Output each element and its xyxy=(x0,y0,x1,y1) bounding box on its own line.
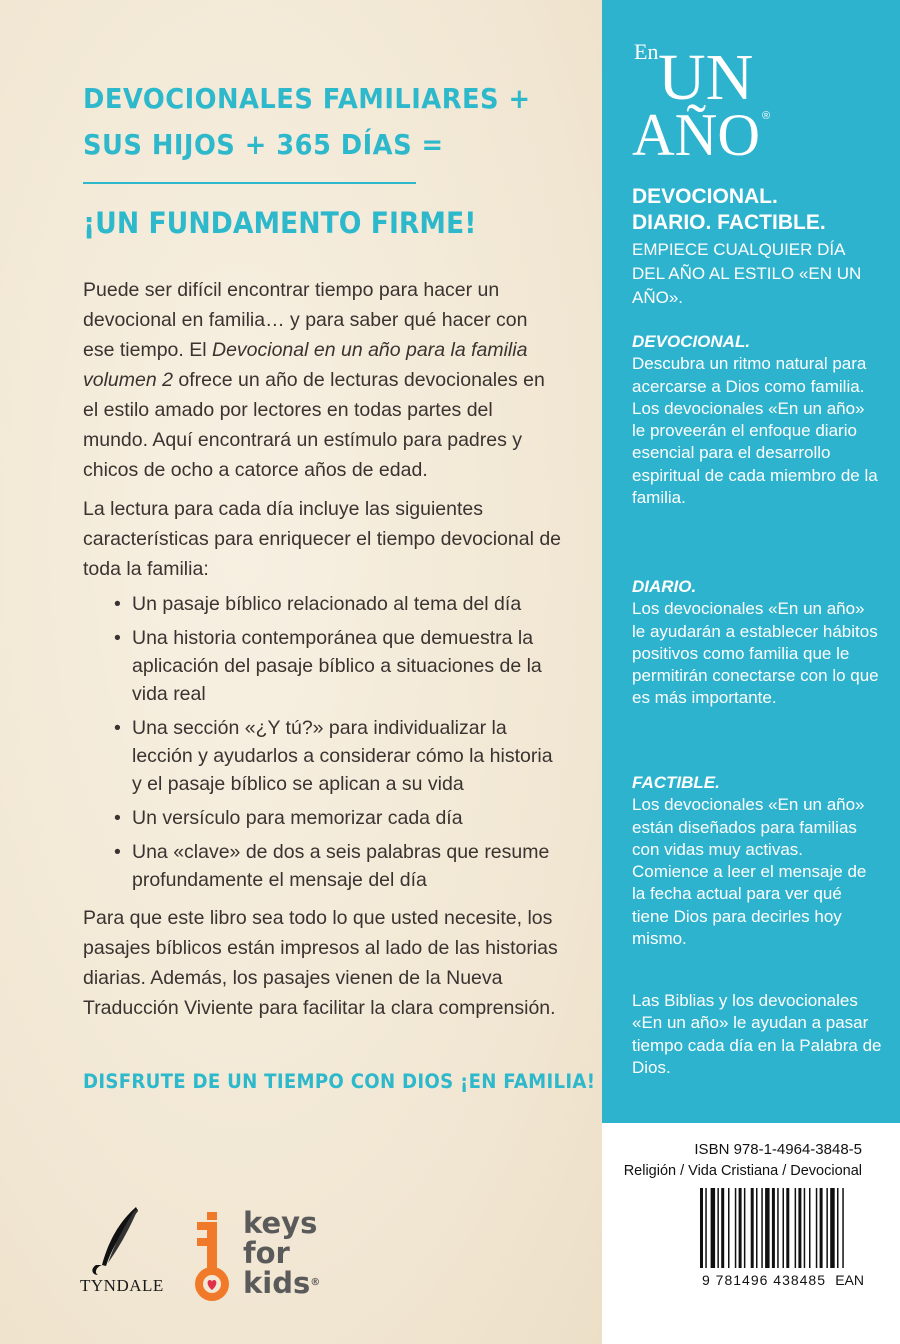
block-text: Los devocionales «En un año» están diseñados para familias con vidas muy activas. Comience a leer el mensaje de la fecha actual para ver qué tiene Dios para decirles hoy mismo. xyxy=(632,795,867,949)
kfk-line-3 xyxy=(243,1268,320,1298)
sidebar-footer-text: Las Biblias y los devocionales «En un año» le ayudan a pasar tiempo cada día en la Palabra de Dios. xyxy=(632,991,882,1077)
barcode-bar xyxy=(700,1188,703,1268)
barcode-bar xyxy=(728,1188,730,1268)
intro-text-after: ofrece un año de lecturas devocionales en el estilo amado por lectores en todas partes del mundo. Aquí encontrará un estímulo para padres y chicos de ocho a catorce años de edad. xyxy=(83,369,545,481)
category-label: Religión / Vida Cristiana / Devocional xyxy=(623,1163,862,1179)
tyndale-label: TYNDALE xyxy=(80,1276,164,1295)
barcode-bar xyxy=(705,1188,707,1268)
barcode-bar xyxy=(842,1188,844,1268)
block-text: Los devocionales «En un año» le ayudarán a establecer hábitos positivos como familia que le permitirán conectarse con lo que es más importante. xyxy=(632,599,879,708)
sidebar-heading-line-2: DIARIO. FACTIBLE. xyxy=(632,211,826,234)
subheading: ¡UN FUNDAMENTO FIRME! xyxy=(83,206,477,240)
barcode-bar xyxy=(826,1188,828,1268)
block-title: FACTIBLE. xyxy=(632,773,720,792)
logo-ano: AÑO xyxy=(632,102,760,162)
divider xyxy=(83,182,416,184)
logo-registered-mark: ® xyxy=(762,110,771,122)
sidebar-block-devocional xyxy=(632,331,882,509)
intro-paragraph xyxy=(83,275,563,485)
feature-item: • Una sección «¿Y tú?» para individualizar la lección y ayudarlos a considerar cómo la historia y el pasaje bíblico se aplican a su vida xyxy=(83,714,563,798)
block-title: DEVOCIONAL. xyxy=(632,332,751,351)
barcode-bar xyxy=(721,1188,724,1268)
key-icon xyxy=(193,1212,237,1304)
isbn-number: ISBN 978-1-4964-3848-5 xyxy=(694,1141,862,1158)
barcode-bar xyxy=(711,1188,716,1268)
closing-tagline: DISFRUTE DE UN TIEMPO CON DIOS ¡EN FAMILIA! xyxy=(83,1070,596,1093)
barcode-bar xyxy=(809,1188,811,1268)
feature-item: • Una historia contemporánea que demuestra la aplicación del pasaje bíblico a situaciones de la vida real xyxy=(83,624,563,708)
kfk-line-3-text: kids xyxy=(243,1266,311,1300)
feature-item: • Una «clave» de dos a seis palabras que resume profundamente el mensaje del día xyxy=(83,838,563,894)
barcode-bar xyxy=(816,1188,818,1268)
kfk-line-1: keys xyxy=(243,1206,318,1240)
barcode-bar xyxy=(820,1188,823,1268)
barcode-bar xyxy=(798,1188,801,1268)
kfk-line-2: for xyxy=(243,1236,290,1270)
barcode-bar xyxy=(756,1188,758,1268)
barcode-bar xyxy=(830,1188,835,1268)
closing-paragraph: Para que este libro sea todo lo que usted necesite, los pasajes bíblicos están impresos al lado de las historias diarias. Además, los pasajes vienen de la Nueva Traducción Viviente para facilitar la clara comprensión. xyxy=(83,907,558,1019)
barcode-bar xyxy=(761,1188,763,1268)
features-intro-paragraph: La lectura para cada día incluye las siguientes características para enriquecer el tiempo devocional de toda la familia: xyxy=(83,498,562,580)
barcode-bar xyxy=(804,1188,806,1268)
barcode-bar xyxy=(795,1188,797,1268)
barcode-bar xyxy=(717,1188,719,1268)
barcode-bar xyxy=(837,1188,839,1268)
sidebar-panel xyxy=(602,0,900,1123)
barcode xyxy=(700,1188,862,1268)
features-list xyxy=(83,590,563,900)
sidebar-subheading: EMPIECE CUALQUIER DÍA DEL AÑO AL ESTILO «EN UN AÑO». xyxy=(632,240,862,307)
feature-item: • Un pasaje bíblico relacionado al tema del día xyxy=(83,590,563,618)
barcode-bar xyxy=(786,1188,789,1268)
barcode-bar xyxy=(783,1188,785,1268)
block-text: Descubra un ritmo natural para acercarse a Dios como familia. Los devocionales «En un año» le proveerán el enfoque diario esencial para el desarrollo espiritual de cada miembro de la familia. xyxy=(632,354,878,508)
feature-item: • Un versículo para memorizar cada día xyxy=(83,804,563,832)
en-un-ano-logo xyxy=(632,37,782,162)
barcode-bar xyxy=(751,1188,754,1268)
logo-un: UN xyxy=(658,41,754,114)
ean-label: EAN xyxy=(835,1272,864,1288)
headline-line-1: DEVOCIONALES FAMILIARES + xyxy=(83,82,531,115)
barcode-bar xyxy=(735,1188,737,1268)
headline-line-2: SUS HIJOS + 365 DÍAS = xyxy=(83,128,444,161)
barcode-digits: 9 781496 438485 xyxy=(702,1272,826,1288)
barcode-bar xyxy=(777,1188,779,1268)
barcode-bar xyxy=(765,1188,770,1268)
block-title: DIARIO. xyxy=(632,577,697,596)
sidebar-block-diario xyxy=(632,576,882,710)
sidebar-heading-line-1: DEVOCIONAL. xyxy=(632,185,778,208)
barcode-bar xyxy=(744,1188,746,1268)
sidebar-block-factible xyxy=(632,772,882,950)
intro-text-before: Puede ser difícil encontrar tiempo para hacer un devocional en familia… y para saber qué hacer con ese tiempo. El xyxy=(83,279,528,361)
kfk-registered-mark: ® xyxy=(310,1277,321,1288)
sidebar-heading xyxy=(632,184,826,236)
book-title: Devocional en un año para la familia volumen 2 xyxy=(83,339,528,391)
keys-for-kids-wordmark xyxy=(243,1208,320,1298)
logo-en: En xyxy=(634,39,659,64)
barcode-bar xyxy=(739,1188,742,1268)
headline xyxy=(83,76,543,168)
barcode-bar xyxy=(772,1188,775,1268)
